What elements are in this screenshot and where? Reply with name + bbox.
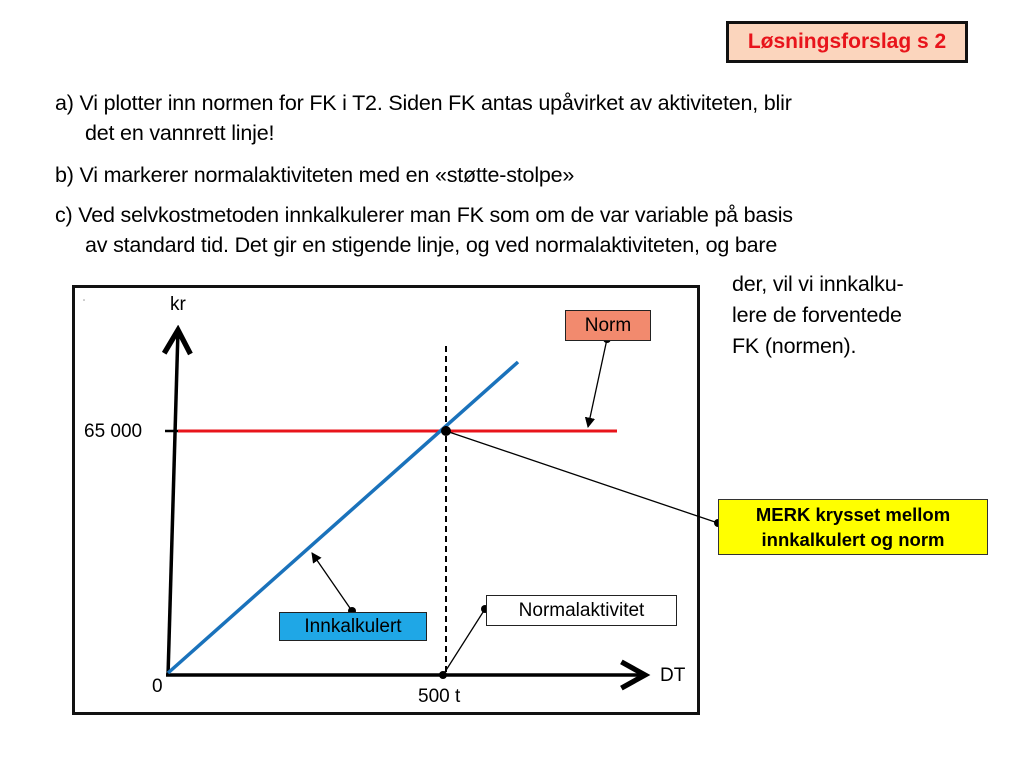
merk-callout-line2: innkalkulert og norm <box>761 529 945 550</box>
normalaktivitet-connector <box>443 609 485 675</box>
paragraph-a-line2: det en vannrett linje! <box>85 121 275 145</box>
innkalkulert-callout-label: Innkalkulert <box>304 615 402 637</box>
x-axis-label: DT <box>660 665 686 686</box>
innkalkulert-callout <box>279 612 427 641</box>
paragraph-c-side-line1: der, vil vi innkalku- <box>732 272 904 296</box>
norm-connector <box>588 339 607 427</box>
normalaktivitet-callout <box>486 595 677 626</box>
merk-callout <box>718 499 988 555</box>
paragraph-c-side-line2: lere de forventede <box>732 303 902 327</box>
slide-title: Løsningsforslag s 2 <box>726 21 968 63</box>
paragraph-b-line1: b) Vi markerer normalaktiviteten med en «støtte-stolpe» <box>55 163 575 187</box>
norm-callout-label: Norm <box>584 314 632 336</box>
innkalkulert-connector <box>312 553 352 611</box>
paragraph-c-side-line3: FK (normen). <box>732 334 857 358</box>
y-axis <box>168 330 178 676</box>
paragraph-c-line2: av standard tid. Det gir en stigende linje, og ved normalaktiviteten, og bare <box>85 233 778 257</box>
merk-callout-line1: MERK krysset mellom <box>755 504 951 525</box>
paragraph-c-line1: c) Ved selvkostmetoden innkalkulerer man FK som om de var variable på basis <box>55 203 793 227</box>
merk-connector <box>446 431 718 523</box>
origin-label: 0 <box>152 676 163 697</box>
norm-callout <box>565 310 651 341</box>
y-tick-label: 65 000 <box>84 421 143 442</box>
y-axis-label: kr <box>170 294 186 315</box>
normalaktivitet-callout-label: Normalaktivitet <box>518 599 645 621</box>
paragraph-a-line1: a) Vi plotter inn normen for FK i T2. Siden FK antas upåvirket av aktiviteten, blir <box>55 91 792 115</box>
x-tick-label: 500 t <box>418 686 461 707</box>
